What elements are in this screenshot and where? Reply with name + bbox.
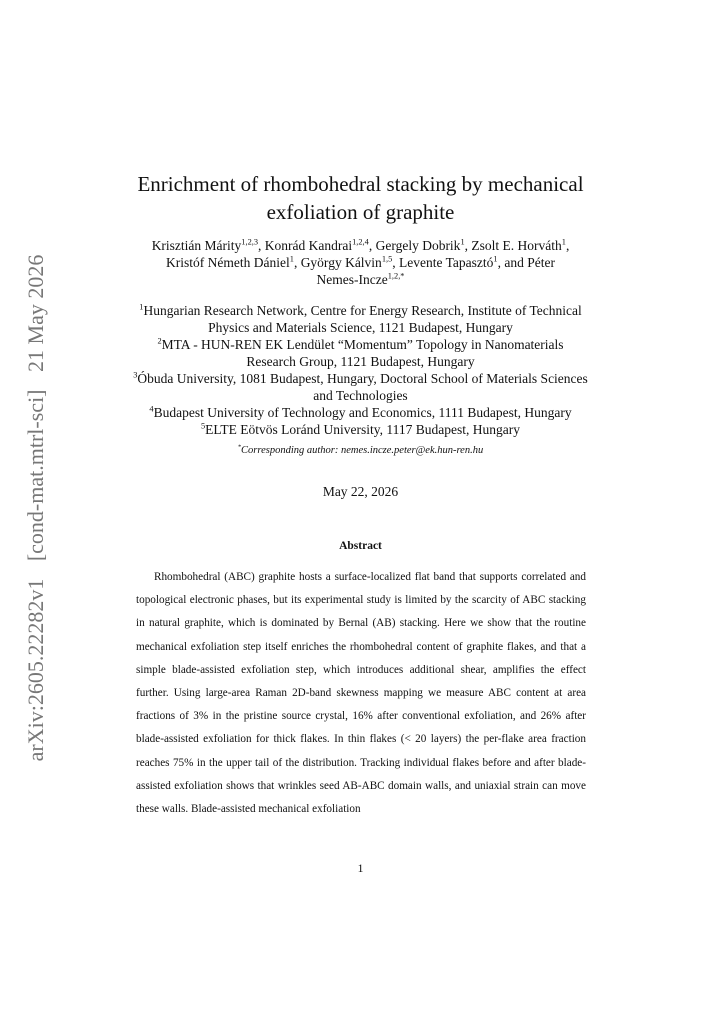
author-separator: , [565, 238, 570, 253]
affiliation-1 [90, 302, 631, 336]
corresponding-author-text: Corresponding author: nemes.incze.peter@ek.hun-ren.hu [241, 445, 484, 456]
affiliation-text: Budapest University of Technology and Economics, 1111 Budapest, Hungary [153, 405, 572, 420]
affiliation-marker: 5 [200, 421, 206, 431]
author-name: Nemes-Incze [316, 272, 388, 287]
affiliation-text: MTA - HUN-REN EK Lendület “Momentum” Topology in Nanomaterials [161, 337, 564, 352]
author-name: Konrád Kandrai [264, 238, 353, 253]
author-name: Zsolt E. Horváth [471, 238, 562, 253]
author-separator: , [464, 238, 472, 253]
author-line-1 [90, 237, 631, 254]
abstract-heading: Abstract [339, 540, 382, 552]
paper-title-line-1: Enrichment of rhombohedral stacking by mechanical [137, 172, 584, 196]
arxiv-id: arXiv:2605.22282v1 [23, 578, 48, 762]
corresponding-marker: * [237, 443, 242, 451]
author-separator: , [368, 238, 376, 253]
author-separator: , [258, 238, 265, 253]
affiliation-list [90, 302, 631, 438]
affiliation-marker: 1 [139, 302, 144, 312]
affiliation-marker: 4 [149, 404, 154, 414]
author-name: Krisztián Márity [151, 238, 242, 253]
author-separator: , [392, 255, 400, 270]
publication-date: May 22, 2026 [322, 484, 399, 499]
affiliation-marker: 2 [157, 336, 162, 346]
arxiv-identifier-stamp [23, 228, 53, 788]
author-affiliation-marker: 1 [493, 254, 498, 264]
author-affiliation-marker: 1 [460, 237, 465, 247]
affiliation-text-continued: and Technologies [313, 388, 408, 403]
author-line-3 [90, 271, 631, 288]
author-name: György Kálvin [300, 255, 382, 270]
corresponding-author-note [90, 445, 631, 456]
affiliation-text: Hungarian Research Network, Centre for Energy Research, Institute of Technical [143, 303, 582, 318]
affiliation-text-continued: Physics and Materials Science, 1121 Budapest, Hungary [208, 320, 513, 335]
author-name: Kristóf Németh Dániel [166, 255, 290, 270]
affiliation-4 [90, 404, 631, 421]
author-name: Gergely Dobrik [375, 238, 461, 253]
author-separator: , [293, 255, 301, 270]
affiliation-5 [90, 421, 631, 438]
author-name: Levente Tapasztó [399, 255, 494, 270]
author-line-2 [90, 254, 631, 271]
affiliation-marker: 3 [133, 370, 138, 380]
author-affiliation-marker: 1 [289, 254, 294, 264]
affiliation-3 [90, 370, 631, 404]
author-affiliation-marker: 1,2,4 [352, 237, 369, 247]
affiliation-text-continued: Research Group, 1121 Budapest, Hungary [246, 354, 475, 369]
author-separator: , and Péter [497, 255, 555, 270]
arxiv-date: 21 May 2026 [23, 254, 48, 372]
affiliation-text: Óbuda University, 1081 Budapest, Hungary, Doctoral School of Materials Sciences [137, 371, 588, 386]
paper-title [0, 170, 721, 226]
arxiv-category: [cond-mat.mtrl-sci] [23, 389, 48, 562]
affiliation-2 [90, 336, 631, 370]
author-affiliation-marker: 1,2,3 [241, 237, 259, 247]
paper-title-line-2: exfoliation of graphite [266, 200, 455, 224]
affiliation-text: ELTE Eötvös Loránd University, 1117 Budapest, Hungary [205, 422, 520, 437]
author-affiliation-marker: 1 [561, 237, 566, 247]
author-list [90, 237, 631, 288]
author-affiliation-marker: 1,5 [381, 254, 393, 264]
author-affiliation-marker: 1,2,* [387, 271, 405, 281]
page-number: 1 [357, 861, 364, 875]
abstract-body: Rhombohedral (ABC) graphite hosts a surface-localized flat band that supports correlated and topological electronic phases, but its experimental study is limited by the scarcity of ABC stacking in natural graphite, which is dominated by Bernal (AB) stacking. Here we show that the routine mechanical exfoliation step itself enriches the rhombohedral content of graphite flakes, and that a simple blade-assisted exfoliation step, which introduces additional shear, amplifies the effect further. Using large-area Raman 2D-band skewness mapping we measure ABC content at area fractions of 3% in the pristine source crystal, 16% after conventional exfoliation, and 26% after blade-assisted exfoliation for thick flakes. In thin flakes (< 20 layers) the per-flake area fraction reaches 75% in the upper tail of the distribution. Tracking individual flakes before and after blade-assisted exfoliation shows that wrinkles seed AB-ABC domain walls, and uniaxial strain can move these walls. Blade-assisted mechanical exfoliation [136, 571, 586, 816]
